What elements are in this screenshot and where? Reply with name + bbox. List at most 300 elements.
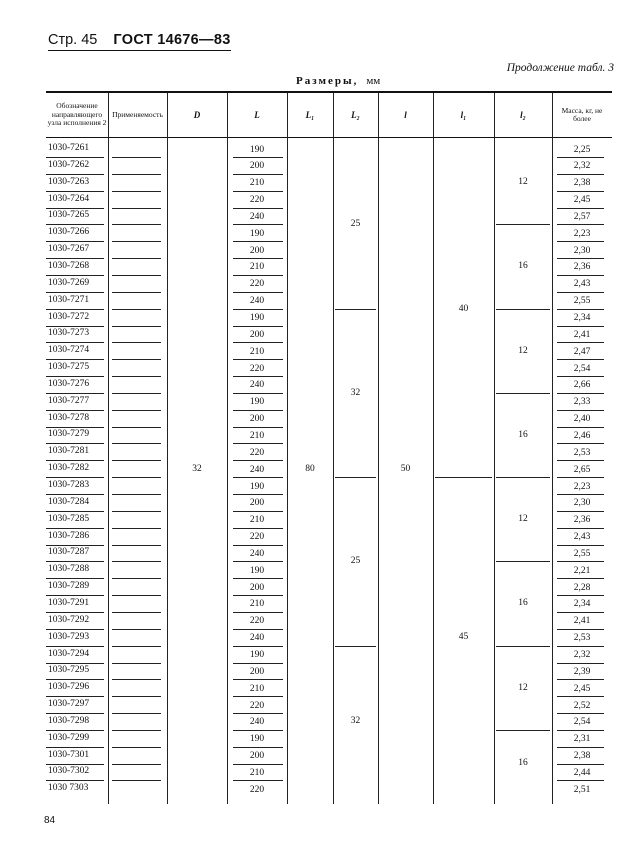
row-underline xyxy=(233,494,283,495)
row-mass: 2,47 xyxy=(573,346,591,357)
row-designation: 1030-7268 xyxy=(48,260,90,271)
row-mass: 2,34 xyxy=(573,313,591,323)
row-length-L: 190 xyxy=(249,650,265,660)
row-mass: 2,30 xyxy=(573,498,591,509)
row-underline xyxy=(46,696,104,697)
row-designation: 1030-7301 xyxy=(48,749,90,760)
row-underline xyxy=(46,427,104,428)
row-mass: 2,43 xyxy=(573,279,591,290)
row-underline xyxy=(233,342,283,343)
row-underline xyxy=(46,443,104,444)
row-underline xyxy=(112,443,161,444)
row-underline xyxy=(557,157,604,158)
row-underline xyxy=(46,747,104,748)
column-header-l: L xyxy=(254,109,260,120)
row-underline xyxy=(46,511,104,512)
row-length-L: 200 xyxy=(249,582,265,593)
row-length-L: 200 xyxy=(249,245,265,256)
row-underline xyxy=(112,730,161,731)
row-underline xyxy=(112,629,161,630)
row-mass: 2,41 xyxy=(573,329,591,340)
row-length-L: 210 xyxy=(249,262,265,273)
row-underline xyxy=(46,376,104,377)
row-length-L: 220 xyxy=(249,447,265,458)
row-underline xyxy=(46,208,104,209)
row-length-L: 240 xyxy=(249,633,265,644)
row-underline xyxy=(233,275,283,276)
column-header-applicability: Применяемость xyxy=(112,109,163,119)
merged-cell-l1: 80 xyxy=(305,463,315,474)
row-length-L: 190 xyxy=(249,565,265,576)
column-header-l1: l₁ xyxy=(460,109,467,120)
row-length-L: 200 xyxy=(249,329,265,340)
row-underline xyxy=(112,646,161,647)
row-underline xyxy=(557,275,604,276)
row-mass: 2,21 xyxy=(573,565,591,576)
row-underline xyxy=(112,747,161,748)
row-underline xyxy=(233,359,283,360)
column-header-designation: Обозначение направляющего узла исполнения 2 xyxy=(47,101,107,128)
row-underline xyxy=(233,595,283,596)
row-length-L: 240 xyxy=(249,380,265,391)
row-designation: 1030-7278 xyxy=(48,412,90,423)
table-continuation-note: Продолжение табл. 3 xyxy=(506,62,614,74)
row-designation: 1030-7274 xyxy=(48,345,90,356)
row-mass: 2,65 xyxy=(573,464,591,475)
row-underline xyxy=(112,595,161,596)
row-underline xyxy=(233,292,283,293)
row-underline xyxy=(557,208,604,209)
row-designation: 1030-7276 xyxy=(48,378,90,389)
row-underline xyxy=(46,612,104,613)
row-designation: 1030-7282 xyxy=(48,463,90,474)
table-header xyxy=(46,93,612,138)
row-length-L: 240 xyxy=(249,464,265,475)
row-length-L: 200 xyxy=(249,161,265,172)
row-mass: 2,30 xyxy=(573,245,591,256)
row-length-L: 220 xyxy=(249,700,265,711)
row-underline xyxy=(112,208,161,209)
row-underline xyxy=(112,191,161,192)
row-mass: 2,45 xyxy=(573,195,591,206)
row-mass: 2,55 xyxy=(573,296,591,307)
column-header-mass: Масса, кг, не более xyxy=(561,105,603,123)
row-underline xyxy=(46,780,104,781)
row-underline xyxy=(46,595,104,596)
row-length-L: 210 xyxy=(249,346,265,357)
row-mass: 2,66 xyxy=(573,380,591,391)
row-underline xyxy=(112,427,161,428)
row-mass: 2,32 xyxy=(573,161,591,172)
row-underline xyxy=(557,443,604,444)
row-underline xyxy=(557,730,604,731)
row-mass: 2,23 xyxy=(573,228,591,239)
row-underline xyxy=(233,561,283,562)
row-underline xyxy=(112,359,161,360)
row-underline xyxy=(233,326,283,327)
units-value: мм xyxy=(366,75,381,87)
page-header xyxy=(48,32,231,51)
row-length-L: 220 xyxy=(249,784,265,795)
row-mass: 2,31 xyxy=(573,734,591,745)
row-mass: 2,45 xyxy=(573,683,591,694)
row-underline xyxy=(557,359,604,360)
row-underline xyxy=(557,595,604,596)
row-underline xyxy=(46,730,104,731)
row-designation: 1030-7261 xyxy=(48,143,90,153)
row-underline xyxy=(46,275,104,276)
row-underline xyxy=(112,578,161,579)
row-mass: 2,52 xyxy=(573,700,591,711)
merged-cell-l2: 25 xyxy=(350,219,361,230)
row-underline xyxy=(46,494,104,495)
page-label: Стр. 45 xyxy=(48,32,98,48)
row-underline xyxy=(233,460,283,461)
row-underline xyxy=(233,764,283,765)
row-underline xyxy=(233,545,283,546)
row-mass: 2,54 xyxy=(573,717,591,728)
row-underline xyxy=(557,191,604,192)
row-mass: 2,38 xyxy=(573,178,591,189)
row-underline xyxy=(112,241,161,242)
row-mass: 2,57 xyxy=(573,211,591,222)
row-underline xyxy=(112,477,161,478)
row-mass: 2,32 xyxy=(573,650,591,660)
row-length-L: 190 xyxy=(249,144,265,155)
row-underline xyxy=(112,764,161,765)
standard-title: ГОСТ 14676—83 xyxy=(113,32,231,48)
row-underline xyxy=(557,578,604,579)
row-underline xyxy=(112,561,161,562)
row-underline xyxy=(557,545,604,546)
row-length-L: 200 xyxy=(249,414,265,425)
row-mass: 2,36 xyxy=(573,515,591,526)
merged-cell-l2: 32 xyxy=(350,716,361,727)
merged-cell-l2: 16 xyxy=(518,261,528,272)
row-designation: 1030-7297 xyxy=(48,699,90,710)
row-underline xyxy=(112,511,161,512)
row-designation: 1030-7299 xyxy=(48,732,90,743)
row-mass: 2,44 xyxy=(573,767,591,778)
row-underline xyxy=(46,309,104,310)
row-underline xyxy=(233,393,283,394)
row-underline xyxy=(112,545,161,546)
row-underline xyxy=(46,528,104,529)
row-underline xyxy=(233,730,283,731)
column-header-l2: l₂ xyxy=(520,109,526,120)
row-designation: 1030-7279 xyxy=(48,429,90,440)
row-designation: 1030-7264 xyxy=(48,193,90,204)
row-underline xyxy=(46,174,104,175)
row-designation: 1030-7267 xyxy=(48,244,90,255)
row-designation: 1030-7263 xyxy=(48,176,90,187)
row-underline xyxy=(233,309,283,310)
row-underline xyxy=(112,679,161,680)
row-underline xyxy=(46,224,104,225)
row-designation: 1030-7286 xyxy=(48,530,90,541)
row-length-L: 240 xyxy=(249,296,265,307)
row-underline xyxy=(112,275,161,276)
row-length-L: 220 xyxy=(249,279,265,290)
row-length-L: 200 xyxy=(249,666,265,677)
row-length-L: 240 xyxy=(249,548,265,559)
row-designation: 1030-7285 xyxy=(48,513,90,524)
merged-cell-l2: 16 xyxy=(518,598,528,609)
row-mass: 2,41 xyxy=(573,616,591,627)
row-underline xyxy=(557,376,604,377)
row-length-L: 210 xyxy=(249,515,265,526)
row-underline xyxy=(557,342,604,343)
row-designation: 1030-7295 xyxy=(48,665,90,676)
row-underline xyxy=(557,528,604,529)
row-underline xyxy=(112,528,161,529)
row-underline xyxy=(557,241,604,242)
row-underline xyxy=(557,292,604,293)
row-underline xyxy=(233,612,283,613)
row-underline xyxy=(46,629,104,630)
row-designation: 1030-7302 xyxy=(48,766,90,777)
row-underline xyxy=(557,511,604,512)
row-underline xyxy=(557,427,604,428)
merged-cell-l2: 12 xyxy=(518,514,528,525)
merged-cell-l2: 32 xyxy=(350,387,361,398)
column-divider xyxy=(108,93,109,804)
row-length-L: 200 xyxy=(249,498,265,509)
row-underline xyxy=(112,309,161,310)
row-underline xyxy=(557,679,604,680)
row-underline xyxy=(112,157,161,158)
row-mass: 2,23 xyxy=(573,481,591,492)
row-underline xyxy=(233,427,283,428)
row-underline xyxy=(46,258,104,259)
merged-cell-l2: 16 xyxy=(518,429,528,440)
row-underline xyxy=(46,359,104,360)
row-underline xyxy=(46,241,104,242)
row-designation: 1030-7265 xyxy=(48,210,90,221)
row-designation: 1030-7272 xyxy=(48,311,90,322)
row-underline xyxy=(233,679,283,680)
row-underline xyxy=(46,410,104,411)
row-designation: 1030-7266 xyxy=(48,227,90,238)
row-designation: 1030-7275 xyxy=(48,362,90,373)
row-mass: 2,25 xyxy=(573,144,591,155)
row-underline xyxy=(233,258,283,259)
row-underline xyxy=(557,326,604,327)
row-underline xyxy=(46,326,104,327)
row-underline xyxy=(233,713,283,714)
dimensions-table xyxy=(46,91,612,806)
row-underline xyxy=(46,663,104,664)
row-underline xyxy=(233,191,283,192)
row-mass: 2,46 xyxy=(573,430,591,441)
merged-cell-l2: 12 xyxy=(518,177,528,188)
row-designation: 1030-7294 xyxy=(48,648,90,659)
row-designation: 1030-7284 xyxy=(48,496,90,507)
row-mass: 2,51 xyxy=(573,784,591,795)
row-length-L: 210 xyxy=(249,767,265,778)
row-designation: 1030 7303 xyxy=(48,783,89,794)
row-length-L: 210 xyxy=(249,683,265,694)
row-length-L: 220 xyxy=(249,363,265,374)
merged-cell-l1: 45 xyxy=(458,632,469,643)
units-title: Размеры, xyxy=(296,75,359,87)
row-underline xyxy=(233,629,283,630)
merged-cell-l2: 12 xyxy=(518,682,528,693)
row-underline xyxy=(112,292,161,293)
row-underline xyxy=(233,443,283,444)
row-underline xyxy=(112,713,161,714)
row-designation: 1030-7293 xyxy=(48,631,90,642)
row-length-L: 190 xyxy=(249,313,265,323)
row-length-L: 220 xyxy=(249,195,265,206)
row-underline xyxy=(112,780,161,781)
row-designation: 1030-7262 xyxy=(48,159,90,170)
row-underline xyxy=(112,460,161,461)
row-mass: 2,54 xyxy=(573,363,591,374)
row-designation: 1030-7298 xyxy=(48,715,90,726)
row-length-L: 220 xyxy=(249,616,265,627)
column-header-l2: L₂ xyxy=(351,109,360,120)
row-underline xyxy=(233,747,283,748)
row-designation: 1030-7287 xyxy=(48,547,90,558)
row-underline xyxy=(112,696,161,697)
row-length-L: 210 xyxy=(249,178,265,189)
row-designation: 1030-7296 xyxy=(48,682,90,693)
row-underline xyxy=(233,157,283,158)
row-underline xyxy=(557,393,604,394)
row-underline xyxy=(112,174,161,175)
page-number: 84 xyxy=(44,815,56,826)
row-underline xyxy=(233,646,283,647)
row-underline xyxy=(46,545,104,546)
row-underline xyxy=(46,679,104,680)
row-mass: 2,40 xyxy=(573,414,591,425)
row-underline xyxy=(46,292,104,293)
row-underline xyxy=(233,208,283,209)
column-header-l1: L₁ xyxy=(305,109,315,120)
row-underline xyxy=(46,561,104,562)
row-underline xyxy=(112,258,161,259)
row-underline xyxy=(557,410,604,411)
merged-cell-l2: 12 xyxy=(518,345,528,356)
row-mass: 2,34 xyxy=(573,599,591,610)
row-underline xyxy=(46,460,104,461)
row-designation: 1030-7273 xyxy=(48,328,90,339)
row-underline xyxy=(112,326,161,327)
row-underline xyxy=(233,174,283,175)
row-length-L: 210 xyxy=(249,599,265,610)
row-underline xyxy=(46,578,104,579)
row-underline xyxy=(233,780,283,781)
row-underline xyxy=(557,696,604,697)
row-underline xyxy=(557,477,604,478)
row-mass: 2,55 xyxy=(573,548,591,559)
row-designation: 1030-7289 xyxy=(48,581,90,592)
row-underline xyxy=(233,224,283,225)
row-mass: 2,43 xyxy=(573,532,591,543)
row-underline xyxy=(233,477,283,478)
row-mass: 2,33 xyxy=(573,397,591,408)
merged-cell-l1: 40 xyxy=(458,303,469,314)
row-underline xyxy=(557,713,604,714)
row-designation: 1030-7283 xyxy=(48,480,90,490)
row-underline xyxy=(46,393,104,394)
row-underline xyxy=(233,578,283,579)
merged-cell-d: 32 xyxy=(192,463,202,474)
row-underline xyxy=(46,477,104,478)
row-designation: 1030-7269 xyxy=(48,277,90,288)
row-underline xyxy=(233,663,283,664)
row-underline xyxy=(557,747,604,748)
row-length-L: 200 xyxy=(249,751,265,762)
row-designation: 1030-7288 xyxy=(48,564,90,575)
row-underline xyxy=(557,174,604,175)
row-length-L: 190 xyxy=(249,734,265,745)
row-underline xyxy=(112,410,161,411)
row-underline xyxy=(557,646,604,647)
row-length-L: 190 xyxy=(249,481,265,492)
row-underline xyxy=(46,191,104,192)
row-underline xyxy=(112,612,161,613)
row-length-L: 220 xyxy=(249,532,265,543)
row-designation: 1030-7277 xyxy=(48,395,90,406)
row-mass: 2,53 xyxy=(573,633,591,644)
row-underline xyxy=(557,309,604,310)
row-underline xyxy=(557,764,604,765)
row-underline xyxy=(557,663,604,664)
row-underline xyxy=(46,646,104,647)
row-underline xyxy=(233,241,283,242)
row-mass: 2,28 xyxy=(573,582,591,593)
row-underline xyxy=(46,764,104,765)
row-underline xyxy=(233,376,283,377)
row-underline xyxy=(46,713,104,714)
row-underline xyxy=(112,342,161,343)
merged-cell-l: 50 xyxy=(400,463,411,474)
row-underline xyxy=(557,629,604,630)
row-underline xyxy=(46,157,104,158)
row-underline xyxy=(233,696,283,697)
row-underline xyxy=(557,494,604,495)
row-underline xyxy=(112,663,161,664)
row-designation: 1030-7292 xyxy=(48,614,90,625)
column-header-d: D xyxy=(193,109,201,120)
row-designation: 1030-7271 xyxy=(48,294,90,305)
row-length-L: 210 xyxy=(249,430,265,441)
row-underline xyxy=(557,460,604,461)
row-underline xyxy=(112,393,161,394)
row-underline xyxy=(233,528,283,529)
row-underline xyxy=(557,612,604,613)
row-mass: 2,38 xyxy=(573,751,591,762)
row-mass: 2,36 xyxy=(573,262,591,273)
merged-cell-l2: 16 xyxy=(518,758,528,769)
row-designation: 1030-7281 xyxy=(48,446,90,457)
row-underline xyxy=(557,224,604,225)
row-mass: 2,39 xyxy=(573,666,591,677)
row-length-L: 240 xyxy=(249,717,265,728)
row-mass: 2,53 xyxy=(573,447,591,458)
row-underline xyxy=(557,258,604,259)
row-underline xyxy=(112,494,161,495)
row-underline xyxy=(112,376,161,377)
row-length-L: 190 xyxy=(249,228,265,239)
row-underline xyxy=(233,511,283,512)
row-underline xyxy=(46,342,104,343)
column-header-l: l xyxy=(404,109,407,120)
row-underline xyxy=(233,410,283,411)
row-underline xyxy=(112,224,161,225)
